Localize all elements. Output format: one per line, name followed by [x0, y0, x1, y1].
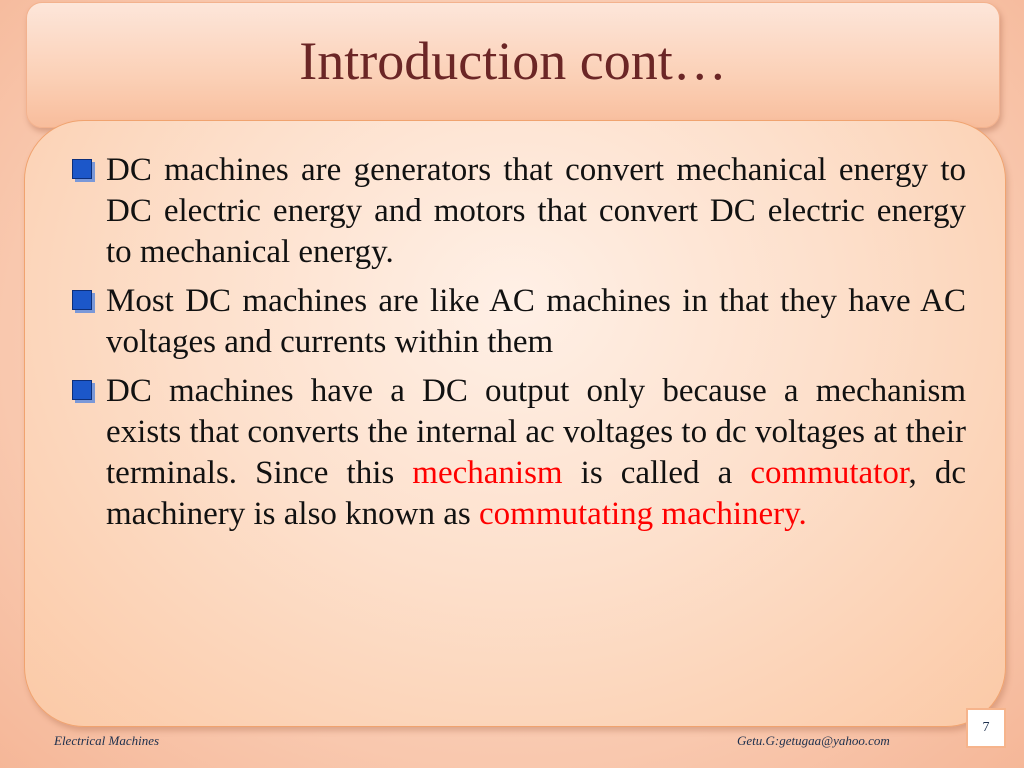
footer-course-name: Electrical Machines — [54, 733, 160, 748]
slide-title: Introduction cont… — [299, 31, 727, 91]
checkbox-square-icon — [72, 290, 92, 310]
highlight-term-mechanism: mechanism — [412, 455, 563, 491]
bullet-item — [70, 150, 966, 273]
footer-author-email: Getu.G:getugaa@yahoo.com — [737, 733, 890, 748]
bullet-text-segment: , dc machinery is also known as — [106, 455, 966, 532]
highlight-term-commutating-machinery: commutating machinery. — [479, 496, 807, 532]
bullet-item — [70, 281, 966, 363]
title-box — [26, 2, 1000, 128]
bullet-item — [70, 371, 966, 535]
bullet-text: DC machines are generators that convert mechanical energy to DC electric energy and motors that convert DC electric energy to mechanical energy. — [106, 152, 966, 270]
bullet-text-segment: DC machines have a DC output only because a mechanism exists that converts the internal ac voltages to dc voltages at their terminals. Since this — [106, 373, 966, 491]
page-number: 7 — [966, 708, 1006, 748]
checkbox-square-icon — [72, 380, 92, 400]
bullet-list — [70, 150, 966, 543]
bullet-text-segment: is called a — [562, 455, 751, 491]
highlight-term-commutator: commutator — [750, 455, 909, 491]
checkbox-square-icon — [72, 159, 92, 179]
bullet-text: Most DC machines are like AC machines in that they have AC voltages and currents within them — [106, 283, 966, 360]
